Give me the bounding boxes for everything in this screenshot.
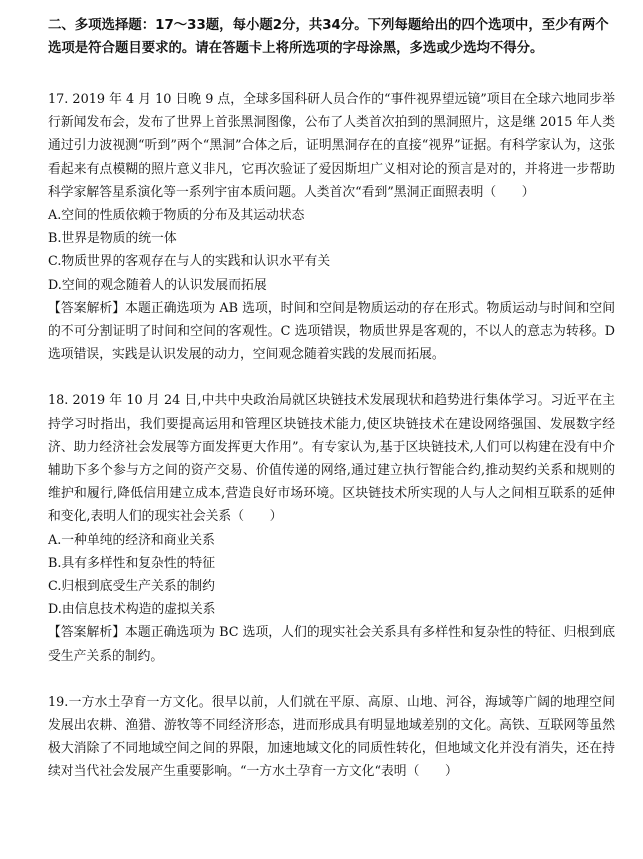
answer-analysis: 【答案解析】本题正确选项为 AB 选项，时间和空间是物质运动的存在形式。物质运动与时间和空间的不可分割证明了时间和空间的客观性。C 选项错误，物质世界是客观的，不以人的意志为转移。D 选项错误，实践是认识发展的动力，空间观念随着实践的发展而拓展。 [48,300,615,363]
question-stem: 17. 2019 年 4 月 10 日晚 9 点，全球多国科研人员合作的“事件视界望远镜”项目在全球六地同步举行新闻发布会，发布了世界上首张黑洞图像，公布了人类首次拍到的黑洞照片，这是继 2015 年人类通过引力波视测“听到”两个“黑洞”合体之后，证明黑洞存在的直接“视界”证据。有科学家认为，这张看起来有点模糊的照片意义非凡，它再次验证了爱因斯坦广义相对论的预言是对的，并将进一步帮助科学家解答星系演化等一系列宇宙本质问题。人类首次“看到”黑洞正面照表明（ ） [48,92,615,200]
question-18 [48,389,615,667]
question-17 [48,88,615,366]
answer-analysis: 【答案解析】本题正确选项为 BC 选项，人们的现实社会关系具有多样性和复杂性的特征、归根到底受生产关系的制约。 [48,625,615,664]
question-stem: 18. 2019 年 10 月 24 日,中共中央政治局就区块链技术发展现状和趋势进行集体学习。习近平在主持学习时指出，我们要提高运用和管理区块链技术能力,使区块链技术在建设网络强国、发展数字经济、助力经济社会发展等方面发挥更大作用”。有专家认为,基于区块链技术,人们可以构建在没有中介辅助下多个参与方之间的资产交易、价值传递的网络,通过建立执行智能合约,推动契约关系和规则的维护和履行,降低信用建立成本,营造良好市场环境。区块链技术所实现的人与人之间相互联系的延伸和变化,表明人们的现实社会关系（ ） [48,393,615,525]
question-19 [48,691,615,784]
option-c: C.归根到底受生产关系的制约 [48,579,215,595]
section-header: 二、多项选择题：17～33题，每小题2分，共34分。下列每题给出的四个选项中，至少有两个选项是符合题目要求的。请在答题卡上将所选项的字母涂黑，多选或少选均不得分。 [48,18,609,56]
option-d: D.由信息技术构造的虚拟关系 [48,602,216,618]
option-a: A.一种单纯的经济和商业关系 [48,532,215,548]
option-b: B.具有多样性和复杂性的特征 [48,555,216,571]
option-b: B.世界是物质的统一体 [48,231,177,247]
option-c: C.物质世界的客观存在与人的实践和认识水平有关 [48,254,331,270]
option-d: D.空间的观念随着人的认识发展而拓展 [48,277,267,293]
question-stem: 19.一方水土孕育一方文化。很早以前，人们就在平原、高原、山地、河谷，海域等广阔的地理空间发展出农耕、渔猎、游牧等不同经济形态，进而形成具有明显地域差别的文化。高铁、互联网等虽然极大消除了不同地域空间之间的界限，加速地域文化的同质性转化，但地域文化并没有消失，还在持续对当代社会发展产生重要影响。“一方水土孕育一方文化“表明（ ） [48,694,615,780]
option-a: A.空间的性质依赖于物质的分布及其运动状态 [48,208,305,224]
